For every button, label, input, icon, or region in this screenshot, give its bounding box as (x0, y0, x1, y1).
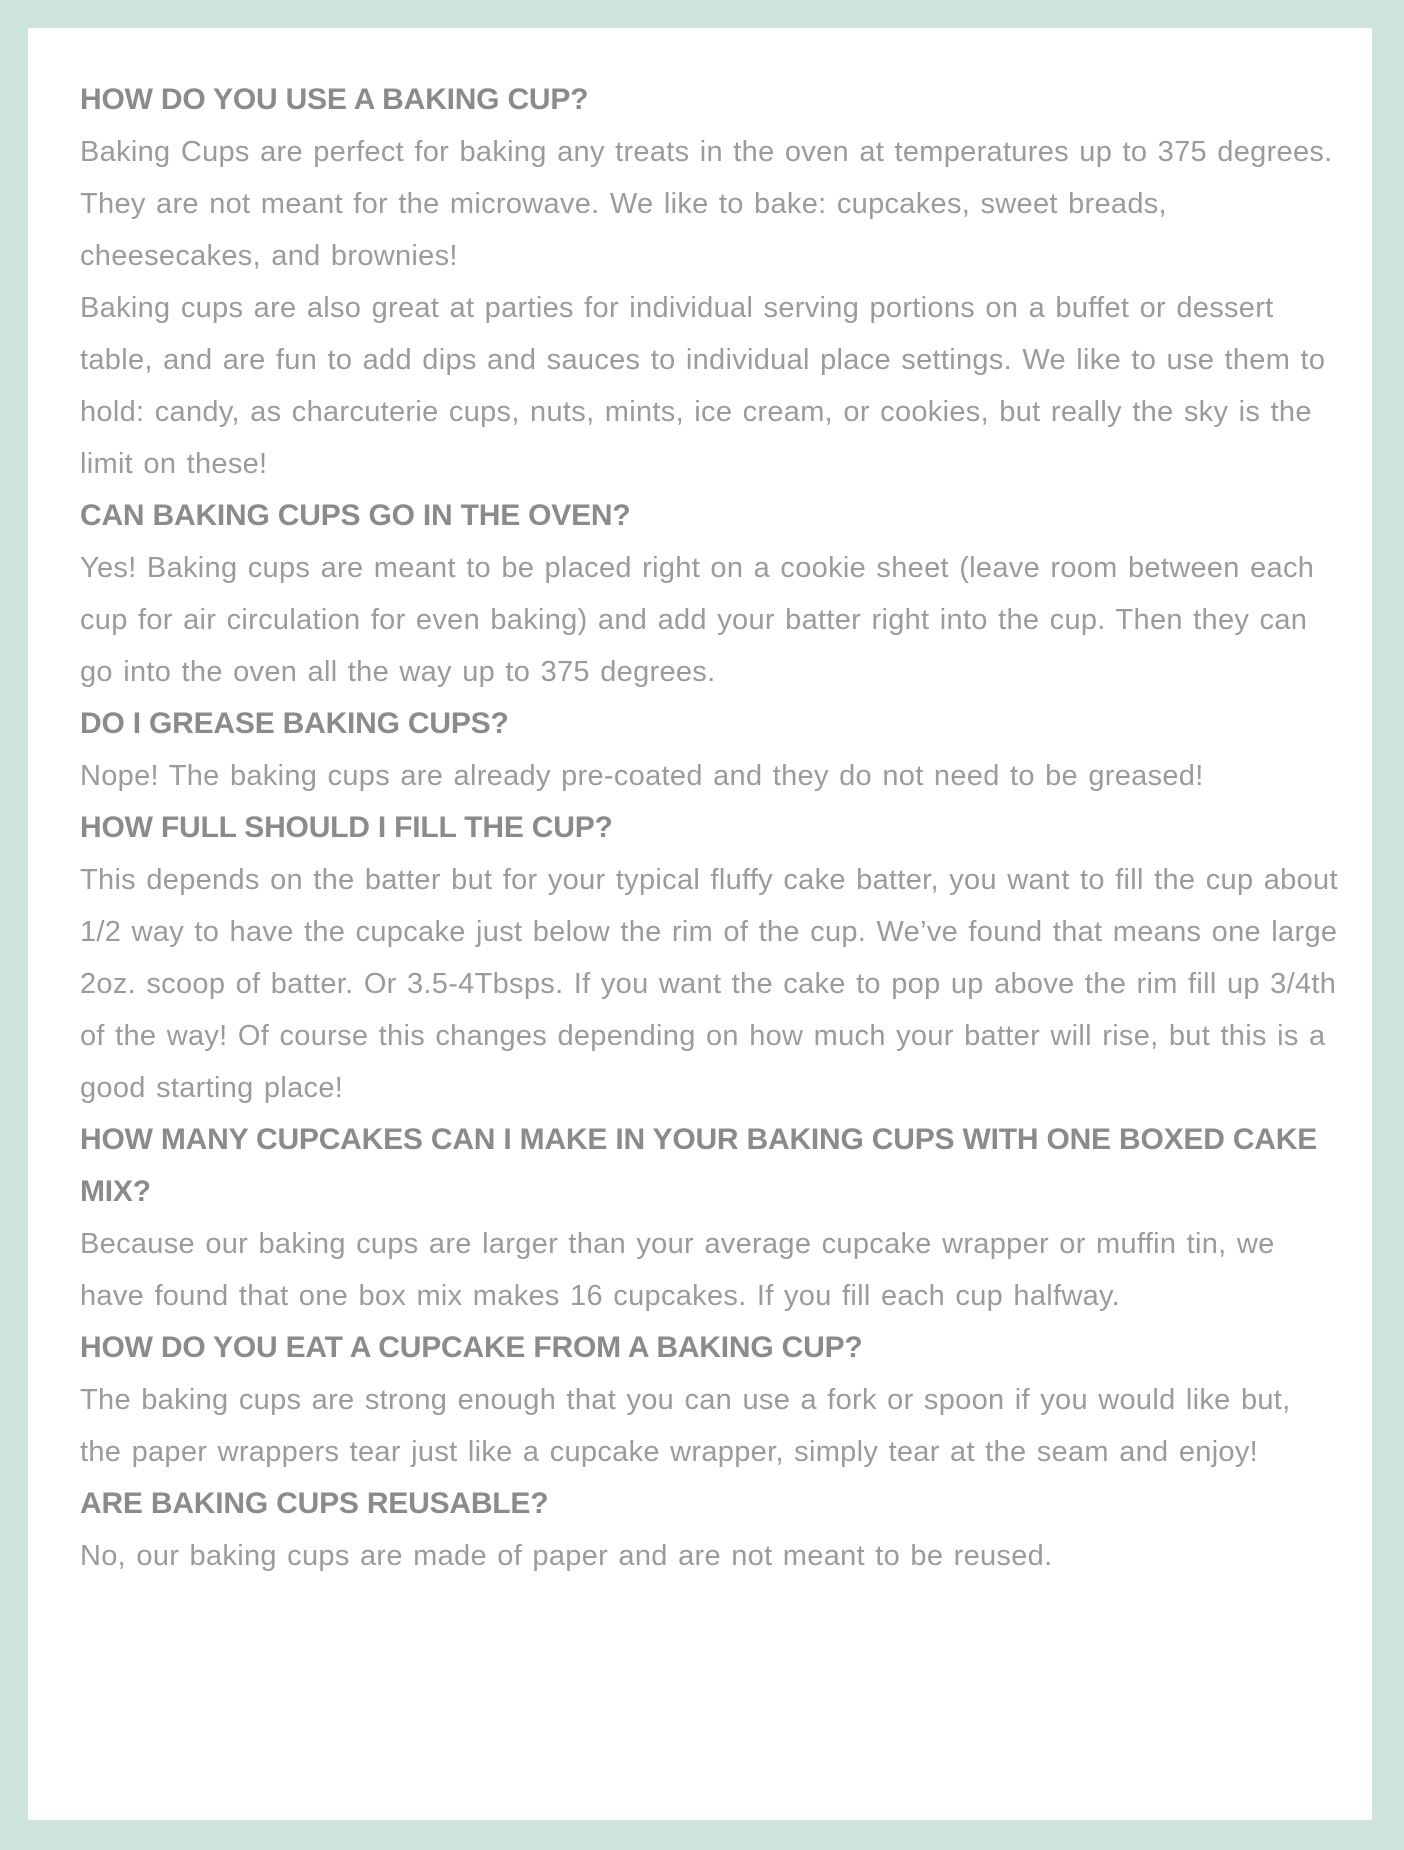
faq-answer: The baking cups are strong enough that you can use a fork or spoon if you would like but, the paper wrappers tear just like a cupcake wrapper, simply tear at the seam and enjoy! (80, 1384, 1291, 1468)
faq-answer: Yes! Baking cups are meant to be placed right on a cookie sheet (leave room between each cup for air circulation for even baking) and add your batter right into the cup. Then they can go into the oven all the way up to 375 degrees. (80, 552, 1315, 688)
faq-answer: No, our baking cups are made of paper and are not meant to be reused. (80, 1540, 1053, 1572)
faq-question: CAN BAKING CUPS GO IN THE OVEN? (80, 499, 631, 532)
faq-question: ARE BAKING CUPS REUSABLE? (80, 1487, 549, 1520)
faq-item (80, 1114, 1342, 1322)
faq-answer: Baking Cups are perfect for baking any treats in the oven at temperatures up to 375 degrees. They are not meant for the microwave. We like to bake: cupcakes, sweet breads, cheesecakes, and brownies! (80, 136, 1333, 272)
faq-item (80, 698, 1342, 802)
faq-question: HOW DO YOU EAT A CUPCAKE FROM A BAKING CUP? (80, 1331, 863, 1364)
faq-answer: This depends on the batter but for your typical fluffy cake batter, you want to fill the cup about 1/2 way to have the cupcake just below the rim of the cup. We’ve found that means one large 2oz. scoop of batter. Or 3.5-4Tbsps. If you want the cake to pop up above the rim fill up 3/4th of the way! Of course this changes depending on how much your batter will rise, but this is a good starting place! (80, 864, 1338, 1104)
faq-answer: Because our baking cups are larger than your average cupcake wrapper or muffin tin, we have found that one box mix makes 16 cupcakes. If you fill each cup halfway. (80, 1228, 1275, 1312)
faq-item (80, 802, 1342, 1114)
faq-document (28, 28, 1372, 1820)
faq-question: HOW MANY CUPCAKES CAN I MAKE IN YOUR BAKING CUPS WITH ONE BOXED CAKE MIX? (80, 1123, 1318, 1208)
faq-item (80, 1478, 1342, 1582)
faq-question: HOW DO YOU USE A BAKING CUP? (80, 83, 589, 116)
faq-item (80, 490, 1342, 698)
faq-answer: Nope! The baking cups are already pre-coated and they do not need to be greased! (80, 760, 1204, 792)
faq-answer: Baking cups are also great at parties for individual serving portions on a buffet or dessert table, and are fun to add dips and sauces to individual place settings. We like to use them to hold: candy, as charcuterie cups, nuts, mints, ice cream, or cookies, but really the sky is the limit on these! (80, 292, 1326, 480)
faq-question: DO I GREASE BAKING CUPS? (80, 707, 509, 740)
faq-question: HOW FULL SHOULD I FILL THE CUP? (80, 811, 613, 844)
faq-item (80, 74, 1342, 490)
faq-item (80, 1322, 1342, 1478)
